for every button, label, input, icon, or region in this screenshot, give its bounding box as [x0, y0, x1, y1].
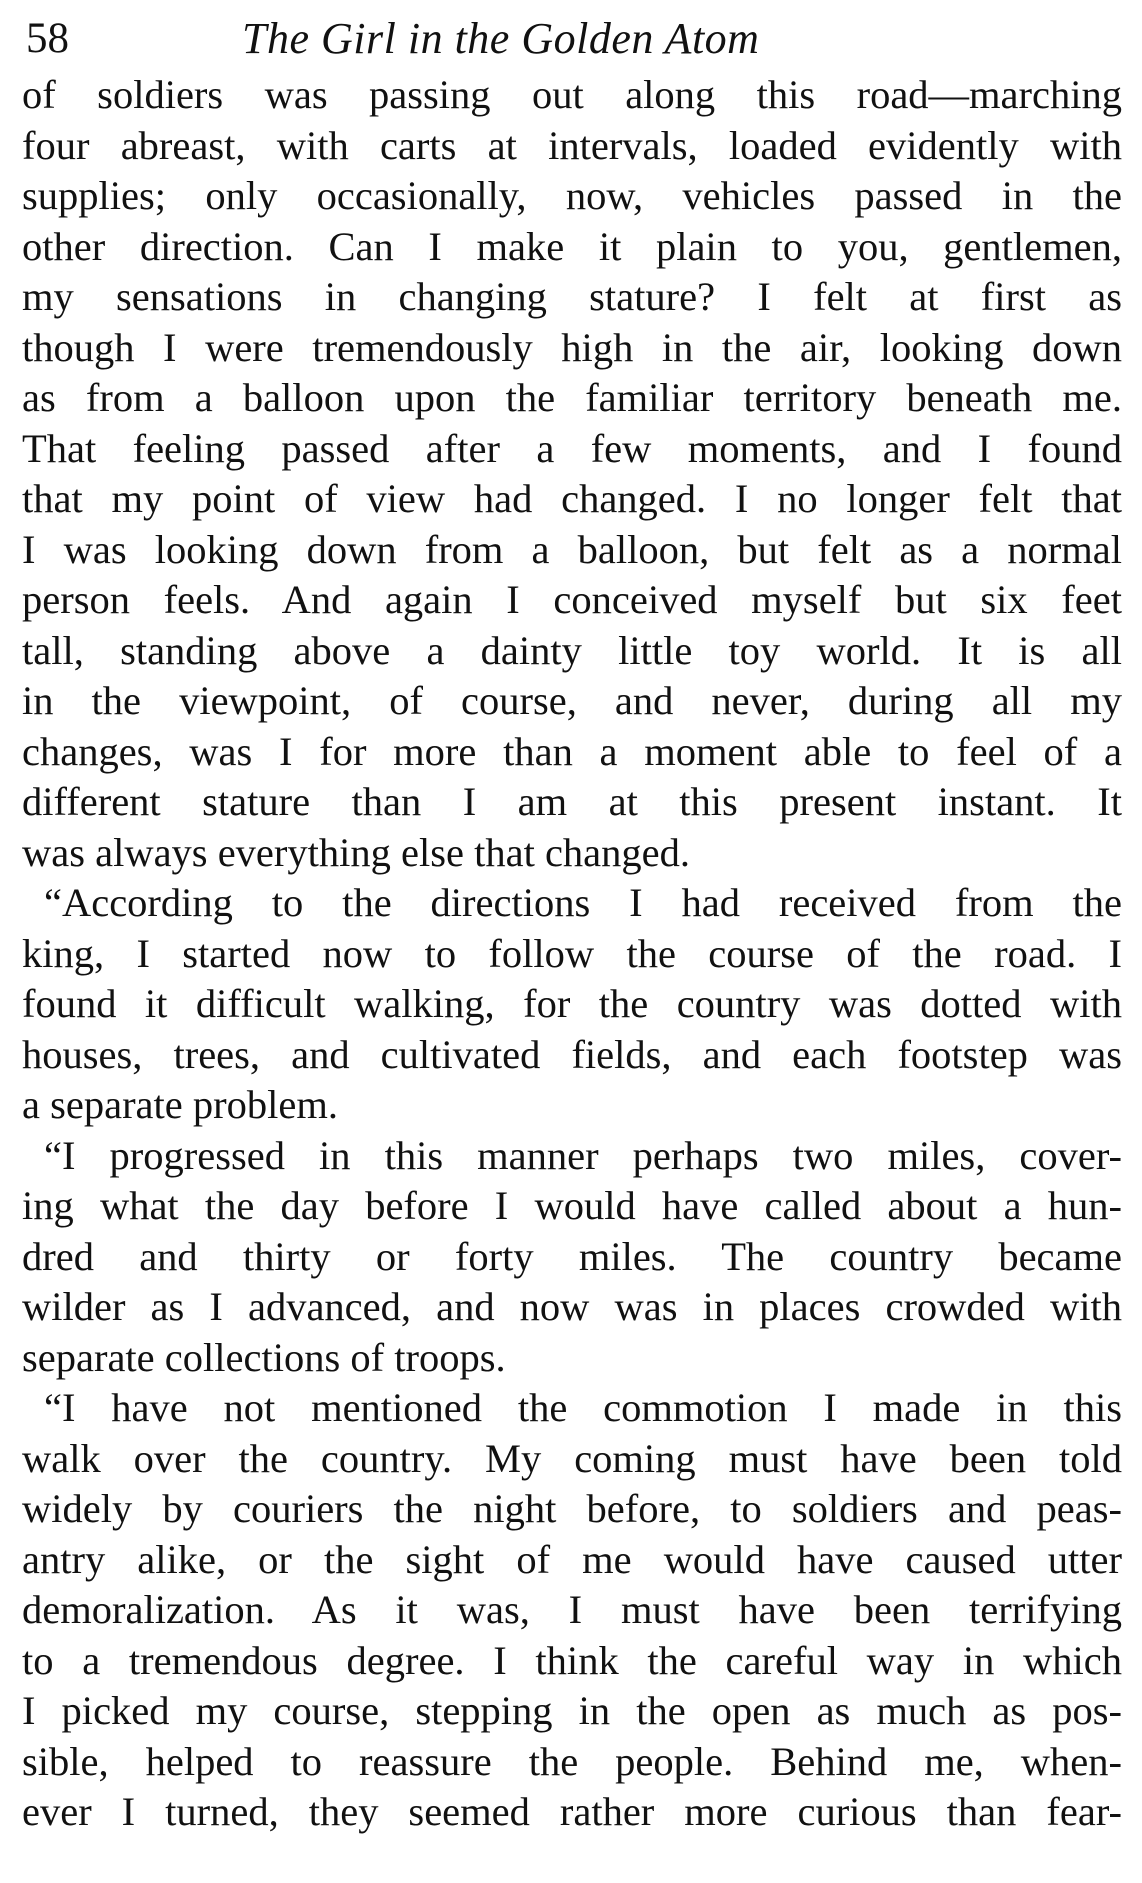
text-line: wilder as I advanced, and now was in places crowded with — [22, 1284, 1122, 1329]
text-line: was always everything else that changed. — [22, 829, 691, 875]
text-line: walk over the country. My coming must have been told — [22, 1435, 1122, 1481]
text-line: ing what the day before I would have called about a hun- — [22, 1183, 1122, 1228]
text-line: that my point of view had changed. I no longer felt that — [22, 476, 1122, 521]
page-number: 58 — [26, 15, 69, 62]
text-line: four abreast, with carts at intervals, loaded evidently with — [22, 122, 1122, 168]
text-line: found it difficult walking, for the country was dotted with — [22, 981, 1122, 1026]
text-line: person feels. And again I conceived myself but six feet — [22, 577, 1122, 622]
text-line: different stature than I am at this present instant. It — [22, 779, 1122, 824]
page-header — [22, 14, 1122, 64]
text-line: sible, helped to reassure the people. Behind me, when- — [22, 1738, 1122, 1784]
text-line: separate collections of troops. — [22, 1334, 506, 1380]
text-line: changes, was I for more than a moment able to feel of a — [22, 728, 1122, 774]
book-page — [22, 14, 1122, 1838]
text-line: antry alike, or the sight of me would have caused utter — [22, 1536, 1122, 1582]
text-line: widely by couriers the night before, to soldiers and peas- — [22, 1486, 1122, 1531]
running-title: The Girl in the Golden Atom — [242, 14, 760, 63]
text-line: That feeling passed after a few moments, and I found — [22, 425, 1122, 471]
text-line: as from a balloon upon the familiar territory beneath me. — [22, 375, 1122, 420]
text-line: tall, standing above a dainty little toy world. It is all — [22, 627, 1122, 673]
text-line: king, I started now to follow the course of the road. I — [22, 930, 1122, 976]
text-line: “According to the directions I had received from the — [44, 880, 1122, 925]
text-line: “I have not mentioned the commotion I made in this — [44, 1385, 1122, 1430]
text-line: my sensations in changing stature? I felt at first as — [22, 274, 1122, 319]
text-line: supplies; only occasionally, now, vehicles passed in the — [22, 173, 1122, 218]
text-line: I was looking down from a balloon, but felt as a normal — [22, 526, 1122, 572]
text-line: though I were tremendously high in the air, looking down — [22, 324, 1122, 370]
text-line: houses, trees, and cultivated fields, and each footstep was — [22, 1031, 1122, 1077]
text-line: other direction. Can I make it plain to you, gentlemen, — [22, 223, 1122, 269]
text-line: “I progressed in this manner perhaps two miles, cover- — [44, 1132, 1122, 1178]
text-line: of soldiers was passing out along this road—marching — [22, 72, 1122, 117]
text-line: demoralization. As it was, I must have been terrifying — [22, 1587, 1122, 1632]
body-text — [22, 70, 1122, 1838]
text-line: dred and thirty or forty miles. The country became — [22, 1233, 1122, 1279]
text-line: to a tremendous degree. I think the careful way in which — [22, 1637, 1122, 1683]
text-line: in the viewpoint, of course, and never, during all my — [22, 678, 1122, 723]
text-line: ever I turned, they seemed rather more curious than fear- — [22, 1789, 1122, 1834]
text-line: I picked my course, stepping in the open as much as pos- — [22, 1688, 1122, 1733]
text-line: a separate problem. — [22, 1082, 338, 1127]
